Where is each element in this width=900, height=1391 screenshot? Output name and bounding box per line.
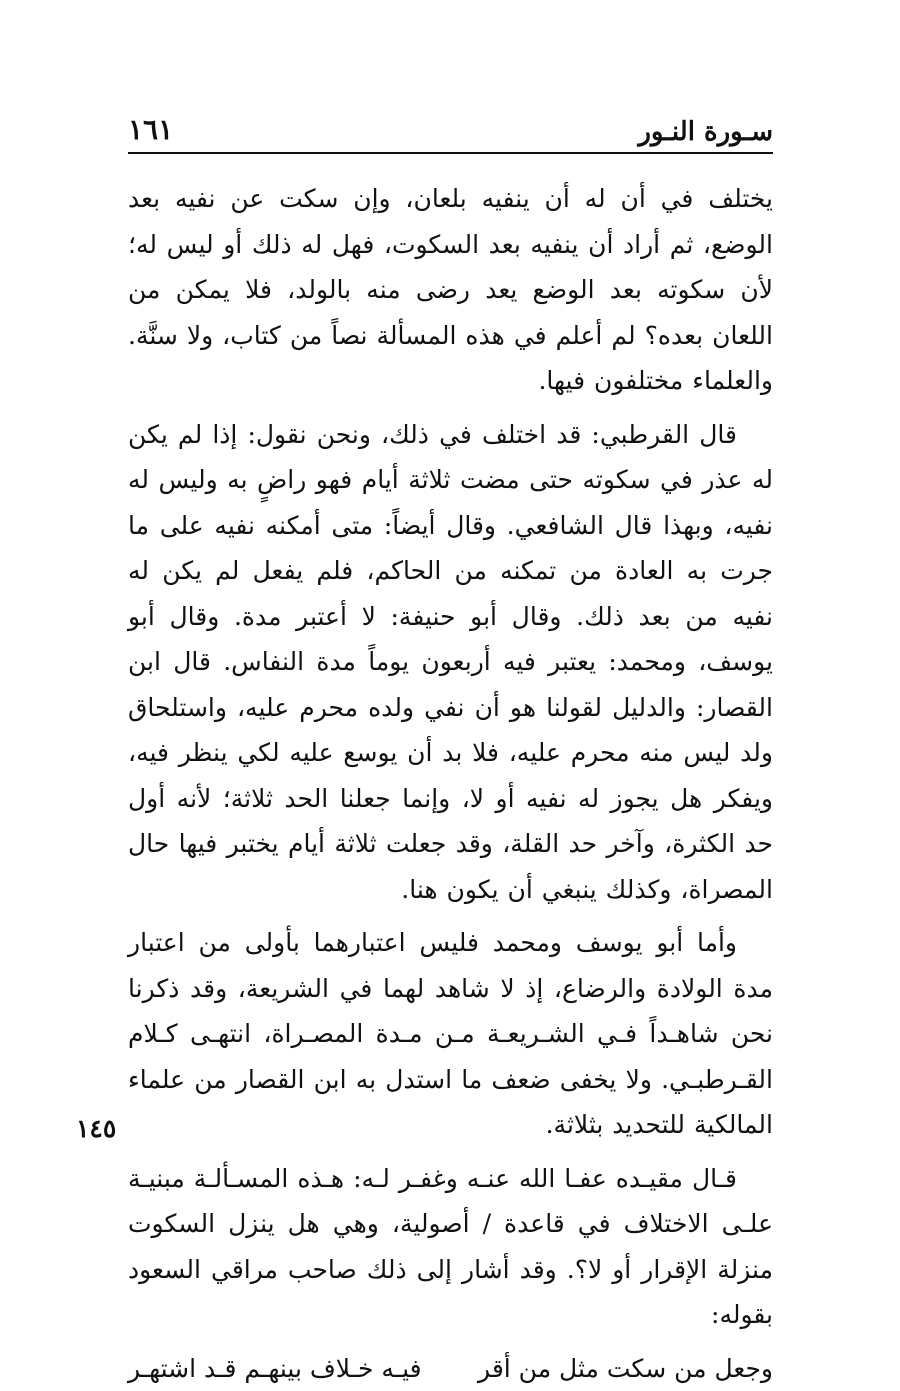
paragraph-4: قـال مقيـده عفـا الله عنـه وغفـر لـه: هـذه المسـألـة مبنيـة علـى الاختلاف في قاعدة / أصولية، وهي هل ينزل السكوت منزلة الإقرار أو لا؟. وقد أشار إلى ذلك صاحب مراقي السعود بقوله: [128,1163,773,1329]
margin-page-reference: ١٤٥ [76,1114,117,1143]
page-body [128,154,773,1391]
paragraph-3: وأما أبو يوسف ومحمد فليس اعتبارهما بأولى من اعتبار مدة الولادة والرضاع، إذ لا شاهد لهما في الشريعة، وقد ذكرنا نحن شاهـداً فـي الشـريعـة مـن مـدة المصـراة، انتهـى كـلام القـرطبـي. ولا يخفى ضعف ما استدل به ابن القصار من علماء المالكية للتحديد بثلاثة. [128,928,773,1139]
page-header [128,108,773,154]
verse-left-hemistich: فيـه خـلاف بينهـم قـد اشتهـر [128,1353,422,1383]
verse-right-hemistich: وجعل من سكت مثل من أقر [478,1353,773,1383]
surah-title: سـورة النـور [638,117,773,147]
page-number: ١٦١ [128,113,174,146]
paragraph-1: يختلف في أن له أن ينفيه بلعان، وإن سكت عن نفيه بعد الوضع، ثم أراد أن ينفيه بعد السكوت، فهل له ذلك أو ليس له؛ لأن سكوته بعد الوضع يعد رضى منه بالولد، فلا يمكن من اللعان بعده؟ لم أعلم في هذه المسألة نصاً من كتاب، ولا سنَّة. والعلماء مختلفون فيها. [128,184,773,395]
poetry-verse [128,1346,773,1391]
paragraph-2: قال القرطبي: قد اختلف في ذلك، ونحن نقول: إذا لم يكن له عذر في سكوته حتى مضت ثلاثة أيام فهو راضٍ به وليس له نفيه، وبهذا قال الشافعي. وقال أيضاً: متى أمكنه نفيه على ما جرت به العادة من تمكنه من الحاكم، فلم يفعل لم يكن له نفيه من بعد ذلك. وقال أبو حنيفة: لا أعتبر مدة. وقال أبو يوسف، ومحمد: يعتبر فيه أربعون يوماً مدة النفاس. قال ابن القصار: والدليل لقولنا هو أن نفي ولده محرم عليه، واستلحاق ولد ليس منه محرم عليه، فلا بد أن يوسع عليه لكي ينظر فيه، ويفكر هل يجوز له نفيه أو لا، وإنما جعلنا الحد ثلاثة؛ لأنه أول حد الكثرة، وآخر حد القلة، وقد جعلت ثلاثة أيام يختبر فيها حال المصراة، وكذلك ينبغي أن يكون هنا. [128,419,774,904]
book-page [76,108,774,1383]
